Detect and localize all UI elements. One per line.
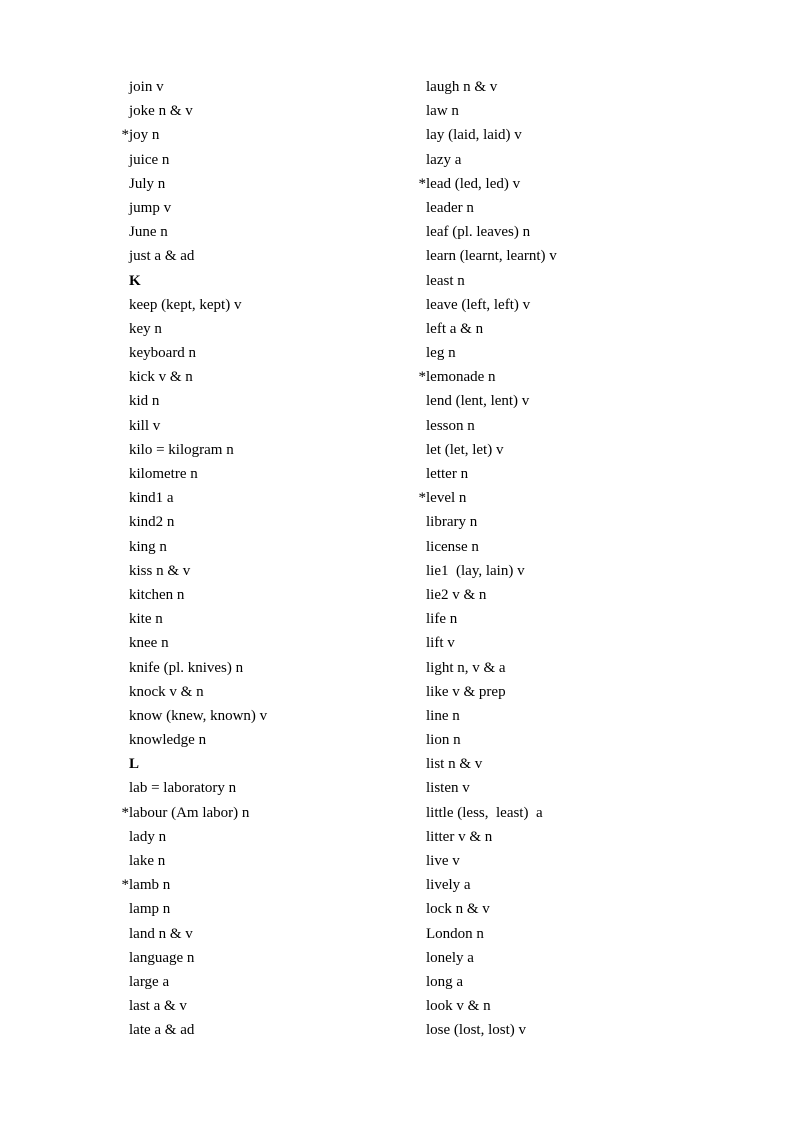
star-marker: * [418, 175, 426, 192]
star-marker: * [418, 490, 426, 507]
word-entry [116, 970, 376, 994]
word-entry [116, 486, 376, 510]
word-text: look v & n [426, 998, 491, 1015]
word-text: lesson n [426, 417, 475, 434]
word-text: light n, v & a [426, 659, 506, 676]
word-entry [116, 196, 376, 220]
word-entry [116, 873, 376, 897]
word-entry [413, 776, 713, 800]
word-entry [116, 656, 376, 680]
word-entry [413, 244, 713, 268]
word-text: joke n & v [129, 103, 193, 120]
word-text: lock n & v [426, 901, 490, 918]
word-entry [116, 535, 376, 559]
word-text: leader n [426, 199, 474, 216]
word-text: knee n [129, 635, 169, 652]
word-entry [116, 414, 376, 438]
word-text: kind2 n [129, 514, 175, 531]
word-entry [413, 196, 713, 220]
word-text: kilo = kilogram n [129, 441, 234, 458]
word-entry [116, 510, 376, 534]
word-text: knife (pl. knives) n [129, 659, 244, 676]
word-entry [413, 897, 713, 921]
word-entry [413, 341, 713, 365]
word-entry [413, 583, 713, 607]
word-text: lamb n [129, 877, 171, 894]
word-text: know (knew, known) v [129, 707, 268, 724]
word-text: lie2 v & n [426, 586, 487, 603]
word-text: last a & v [129, 998, 187, 1015]
word-text: lively a [426, 877, 471, 894]
word-entry [116, 293, 376, 317]
word-text: little (less, least) a [426, 804, 543, 821]
word-entry [413, 559, 713, 583]
star-marker: * [418, 369, 426, 386]
word-text: lion n [426, 732, 461, 749]
word-entry [116, 148, 376, 172]
word-text: June n [129, 224, 168, 241]
word-entry [116, 244, 376, 268]
word-text: lazy a [426, 151, 462, 168]
word-entry [413, 970, 713, 994]
word-entry [116, 704, 376, 728]
star-marker: * [121, 804, 129, 821]
word-entry [413, 946, 713, 970]
word-text: lose (lost, lost) v [426, 1022, 526, 1039]
word-text: listen v [426, 780, 470, 797]
word-text: level n [426, 490, 467, 507]
word-text: laugh n & v [426, 79, 498, 95]
word-text: lend (lent, lent) v [426, 393, 530, 410]
word-entry [413, 922, 713, 946]
word-entry [413, 631, 713, 655]
word-entry [116, 559, 376, 583]
word-entry [116, 994, 376, 1018]
word-entry [116, 897, 376, 921]
word-text: lonely a [426, 949, 474, 966]
word-entry [116, 946, 376, 970]
word-entry [116, 99, 376, 123]
word-text: language n [129, 949, 195, 966]
word-entry [413, 656, 713, 680]
word-entry [116, 728, 376, 752]
word-entry [413, 389, 713, 413]
word-text: lead (led, led) v [426, 175, 521, 192]
word-text: keyboard n [129, 345, 197, 362]
word-entry [116, 776, 376, 800]
word-entry [413, 99, 713, 123]
word-entry [413, 680, 713, 704]
star-marker: * [121, 127, 129, 144]
word-text: lake n [129, 853, 166, 869]
word-entry [116, 462, 376, 486]
word-text: just a & ad [129, 248, 195, 265]
heading-letter: K [129, 272, 141, 289]
word-entry [413, 317, 713, 341]
word-text: knock v & n [129, 683, 204, 700]
word-text: labour (Am labor) n [129, 804, 250, 821]
word-entry [413, 462, 713, 486]
word-text: land n & v [129, 925, 193, 942]
word-text: leg n [426, 345, 456, 362]
word-text: knowledge n [129, 732, 207, 749]
word-entry [116, 849, 376, 873]
word-text: learn (learnt, learnt) v [426, 248, 557, 265]
word-entry [413, 607, 713, 631]
word-text: kind1 a [129, 490, 174, 507]
word-entry [116, 680, 376, 704]
word-entry [413, 535, 713, 559]
word-text: long a [426, 973, 464, 990]
word-entry [413, 849, 713, 873]
word-text: leave (left, left) v [426, 296, 531, 313]
word-entry [413, 486, 713, 510]
word-entry [116, 123, 376, 147]
word-entry [413, 438, 713, 462]
word-entry [413, 825, 713, 849]
word-entry [413, 123, 713, 147]
word-column-right [413, 75, 713, 1043]
word-text: life n [426, 611, 458, 628]
word-text: July n [129, 175, 166, 192]
word-entry [116, 220, 376, 244]
word-text: litter v & n [426, 828, 493, 845]
word-text: list n & v [426, 756, 483, 773]
word-entry [116, 317, 376, 341]
heading-letter: L [129, 756, 140, 773]
word-text: kite n [129, 611, 163, 628]
word-entry [413, 365, 713, 389]
word-text: live v [426, 853, 460, 869]
word-entry [413, 994, 713, 1018]
word-text: let (let, let) v [426, 441, 504, 458]
word-text: kick v & n [129, 369, 193, 386]
word-text: leaf (pl. leaves) n [426, 224, 531, 241]
word-text: large a [129, 973, 170, 990]
word-entry [116, 438, 376, 462]
word-text: juice n [129, 151, 170, 168]
word-text: law n [426, 103, 459, 120]
word-entry [413, 801, 713, 825]
letter-heading [116, 269, 376, 293]
word-text: library n [426, 514, 478, 531]
word-entry [413, 752, 713, 776]
word-column-left [116, 75, 376, 1043]
word-entry [413, 293, 713, 317]
word-text: lemonade n [426, 369, 496, 386]
word-text: keep (kept, kept) v [129, 296, 242, 313]
letter-heading [116, 752, 376, 776]
word-entry [413, 873, 713, 897]
word-text: kiss n & v [129, 562, 191, 579]
word-text: London n [426, 925, 484, 942]
word-entry [413, 148, 713, 172]
word-text: lie1 (lay, lain) v [426, 562, 525, 579]
word-text: lady n [129, 828, 167, 845]
word-text: key n [129, 320, 162, 337]
word-text: lamp n [129, 901, 171, 918]
star-marker: * [121, 877, 129, 894]
word-entry [413, 269, 713, 293]
word-text: kid n [129, 393, 160, 410]
word-entry [413, 220, 713, 244]
word-entry [116, 341, 376, 365]
word-text: letter n [426, 466, 469, 482]
word-text: late a & ad [129, 1022, 195, 1039]
word-text: joy n [129, 127, 160, 144]
word-entry [413, 172, 713, 196]
word-entry [116, 172, 376, 196]
word-text: kitchen n [129, 586, 185, 603]
word-entry [116, 825, 376, 849]
word-text: king n [129, 538, 167, 555]
word-entry [116, 365, 376, 389]
word-text: license n [426, 538, 479, 555]
word-entry [413, 414, 713, 438]
word-entry [116, 607, 376, 631]
word-text: least n [426, 272, 465, 289]
word-entry [116, 389, 376, 413]
word-entry [413, 704, 713, 728]
word-text: lift v [426, 635, 455, 652]
word-entry [116, 583, 376, 607]
word-text: lay (laid, laid) v [426, 127, 522, 144]
word-text: line n [426, 707, 460, 724]
word-entry [413, 75, 713, 99]
word-entry [116, 922, 376, 946]
word-text: jump v [129, 199, 172, 216]
word-text: join v [129, 79, 164, 95]
word-text: kilometre n [129, 466, 198, 482]
word-entry [413, 1018, 713, 1042]
word-entry [413, 728, 713, 752]
word-entry [116, 631, 376, 655]
word-entry [413, 510, 713, 534]
word-entry [116, 801, 376, 825]
word-text: kill v [129, 417, 161, 434]
word-entry [116, 75, 376, 99]
word-entry [116, 1018, 376, 1042]
word-text: lab = laboratory n [129, 780, 237, 797]
word-text: like v & prep [426, 683, 506, 700]
word-text: left a & n [426, 320, 484, 337]
